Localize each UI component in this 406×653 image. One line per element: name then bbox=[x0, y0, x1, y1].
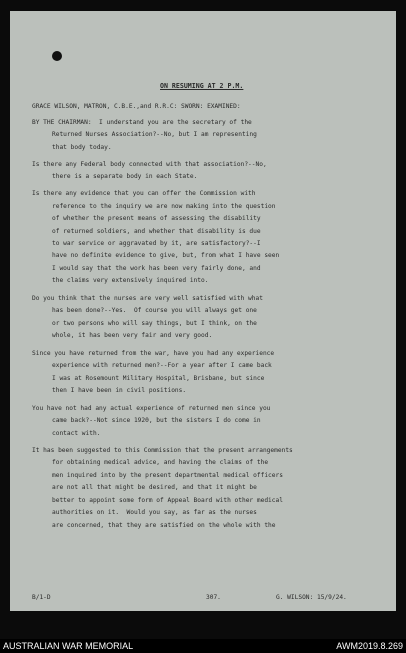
text-line: Returned Nurses Association?--No, but I am representing bbox=[52, 131, 257, 138]
text-line: there is a separate body in each State. bbox=[52, 173, 198, 180]
text-line: experience with returned men?--For a year after I came back bbox=[52, 362, 272, 369]
text-line: whole, it has been very fair and very good. bbox=[52, 332, 213, 339]
witness-date: G. WILSON: 15/9/24. bbox=[276, 594, 347, 601]
text-line: or two persons who will say things, but I think, on the bbox=[52, 320, 257, 327]
page-number: 307. bbox=[206, 594, 221, 601]
text-line: I was at Rosemount Military Hospital, Brisbane, but since bbox=[52, 375, 265, 382]
document-page bbox=[10, 11, 396, 611]
text-line: to war service or aggravated by it, are satisfactory?--I bbox=[52, 240, 261, 247]
text-line: Since you have returned from the war, have you had any experience bbox=[32, 350, 275, 357]
archive-caption-strip bbox=[0, 639, 406, 653]
text-line: It has been suggested to this Commission that the present arrangements bbox=[32, 447, 293, 454]
text-line: are not all that might be desired, and that it might be bbox=[52, 484, 257, 491]
text-line: for obtaining medical advice, and having the claims of the bbox=[52, 459, 269, 466]
text-line: You have not had any actual experience of returned men since you bbox=[32, 405, 271, 412]
text-line: of whether the present means of assessing the disability bbox=[52, 215, 261, 222]
footer-reference: B/1-D bbox=[32, 594, 51, 601]
text-line: authorities on it. Would you say, as far as the nurses bbox=[52, 509, 257, 516]
text-line: of returned soldiers, and whether that disability is due bbox=[52, 228, 261, 235]
text-line: then I have been in civil positions. bbox=[52, 387, 187, 394]
text-line: I would say that the work has been very fairly done, and bbox=[52, 265, 261, 272]
text-line: has been done?--Yes. Of course you will always get one bbox=[52, 307, 257, 314]
text-line: contact with. bbox=[52, 430, 101, 437]
text-line: that body today. bbox=[52, 144, 112, 151]
text-line: better to appoint some form of Appeal Board with other medical bbox=[52, 497, 283, 504]
text-line: GRACE WILSON, MATRON, C.B.E.,and R.R.C: SWORN: EXAMINED: bbox=[32, 103, 241, 110]
text-line: are concerned, that they are satisfied on the whole with the bbox=[52, 522, 276, 529]
text-line: have no definite evidence to give, but, from what I have seen bbox=[52, 252, 280, 259]
text-line: Is there any Federal body connected with that association?--No, bbox=[32, 161, 267, 168]
text-line: men inquired into by the present departmental medical officers bbox=[52, 472, 283, 479]
text-line: the claims very extensively inquired into. bbox=[52, 277, 209, 284]
typed-text bbox=[32, 11, 388, 611]
text-line: reference to the inquiry we are now making into the question bbox=[52, 203, 276, 210]
section-heading: ON RESUMING AT 2 P.M. bbox=[160, 82, 244, 90]
institution-name: AUSTRALIAN WAR MEMORIAL bbox=[3, 641, 134, 651]
text-line: Do you think that the nurses are very well satisfied with what bbox=[32, 295, 263, 302]
text-line: came back?--Not since 1920, but the sisters I do come in bbox=[52, 417, 261, 424]
text-line: Is there any evidence that you can offer the Commission with bbox=[32, 190, 256, 197]
text-line: BY THE CHAIRMAN: I understand you are the secretary of the bbox=[32, 119, 252, 126]
accession-number: AWM2019.8.269 bbox=[336, 641, 403, 651]
